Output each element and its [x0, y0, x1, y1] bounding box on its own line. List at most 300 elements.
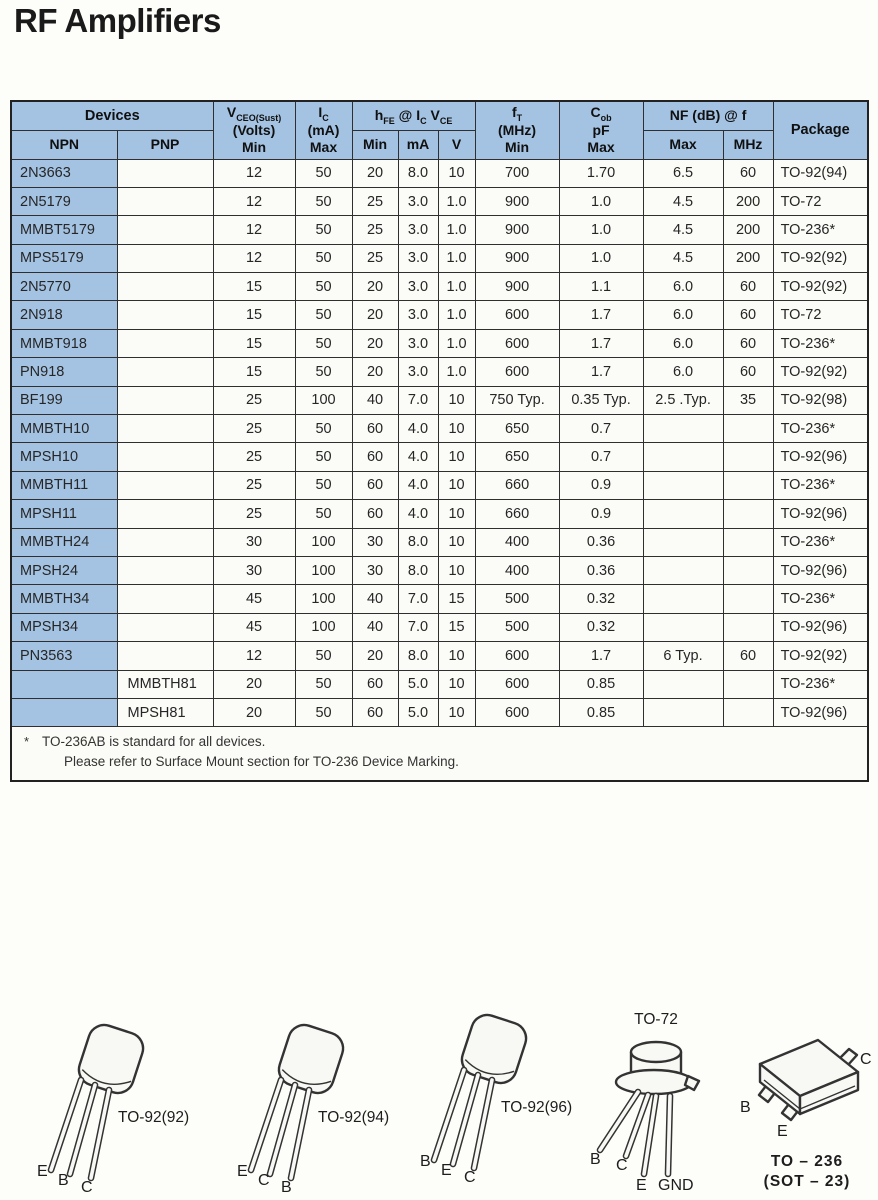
cell-ic: 50: [295, 500, 352, 528]
cell-vceo: 15: [213, 273, 295, 301]
cell-hfe-min: 20: [352, 358, 398, 386]
pin-label: C: [81, 1179, 93, 1196]
cell-pnp: [117, 187, 213, 215]
cell-hfe-v: 1.0: [438, 244, 475, 272]
cell-ft: 600: [475, 301, 559, 329]
cell-pnp: [117, 415, 213, 443]
table-row: [11, 216, 868, 244]
cell-ic: 100: [295, 386, 352, 414]
cell-vceo: 20: [213, 670, 295, 698]
cell-vceo: 15: [213, 358, 295, 386]
cell-cob: 1.7: [559, 642, 643, 670]
pin-label: B: [420, 1153, 431, 1170]
table-row: [11, 585, 868, 613]
cell-nf-max: [643, 585, 723, 613]
cell-ic: 100: [295, 528, 352, 556]
cell-hfe-v: 10: [438, 386, 475, 414]
to72-drawing: [588, 1008, 718, 1200]
ic-symbol: I: [318, 104, 323, 120]
cell-cob: 1.7: [559, 358, 643, 386]
cell-npn: MPSH34: [11, 613, 117, 641]
figure-to236: [722, 1032, 872, 1194]
to92-drawing: [25, 1022, 220, 1198]
cell-package: TO-92(92): [773, 642, 868, 670]
cell-nf-max: [643, 670, 723, 698]
cell-hfe-v: 10: [438, 642, 475, 670]
cell-cob: 0.36: [559, 528, 643, 556]
table-row: [11, 471, 868, 499]
cell-nf-max: 4.5: [643, 187, 723, 215]
pin-label: C: [464, 1169, 476, 1186]
cell-nf-max: 6 Typ.: [643, 642, 723, 670]
cell-nf-mhz: [723, 585, 773, 613]
cell-pnp: [117, 613, 213, 641]
cell-hfe-ma: 3.0: [398, 358, 438, 386]
cell-nf-max: [643, 443, 723, 471]
cell-package: TO-92(98): [773, 386, 868, 414]
cell-nf-mhz: [723, 698, 773, 726]
package-caption-line2: (SOT – 23): [763, 1173, 851, 1190]
cell-pnp: [117, 642, 213, 670]
cell-ic: 50: [295, 273, 352, 301]
cell-nf-mhz: 200: [723, 216, 773, 244]
cell-ft: 500: [475, 585, 559, 613]
cell-package: TO-236*: [773, 216, 868, 244]
cell-pnp: [117, 443, 213, 471]
cell-cob: 1.0: [559, 216, 643, 244]
cell-package: TO-92(92): [773, 244, 868, 272]
cell-hfe-v: 10: [438, 415, 475, 443]
table-row: [11, 698, 868, 726]
cell-cob: 0.85: [559, 698, 643, 726]
cell-nf-max: [643, 556, 723, 584]
cell-vceo: 20: [213, 698, 295, 726]
page-title: RF Amplifiers: [14, 2, 221, 39]
table-row: [11, 415, 868, 443]
header-npn: NPN: [11, 131, 117, 159]
cell-nf-mhz: [723, 500, 773, 528]
pin-label: B: [281, 1179, 292, 1196]
cell-nf-mhz: [723, 528, 773, 556]
cell-pnp: [117, 244, 213, 272]
cell-hfe-min: 40: [352, 386, 398, 414]
table-row: [11, 301, 868, 329]
cell-ft: 600: [475, 698, 559, 726]
cell-hfe-v: 10: [438, 443, 475, 471]
cell-hfe-v: 1.0: [438, 216, 475, 244]
cell-pnp: [117, 528, 213, 556]
cell-hfe-min: 25: [352, 244, 398, 272]
cell-nf-max: 6.0: [643, 358, 723, 386]
cell-hfe-v: 1.0: [438, 273, 475, 301]
cell-ft: 650: [475, 415, 559, 443]
to92-drawing: [408, 1012, 603, 1188]
cell-cob: 0.7: [559, 443, 643, 471]
cell-hfe-min: 25: [352, 216, 398, 244]
cell-ic: 50: [295, 642, 352, 670]
cell-hfe-ma: 7.0: [398, 613, 438, 641]
cell-nf-mhz: [723, 443, 773, 471]
cell-ic: 50: [295, 329, 352, 357]
cell-nf-max: [643, 500, 723, 528]
spec-table: [10, 100, 869, 782]
cell-hfe-min: 40: [352, 585, 398, 613]
cell-cob: 1.7: [559, 301, 643, 329]
footnote-cell: [11, 727, 868, 782]
cell-pnp: MPSH81: [117, 698, 213, 726]
cell-nf-mhz: [723, 471, 773, 499]
header-hfe-min: Min: [352, 131, 398, 159]
table-row: [11, 358, 868, 386]
cell-pnp: [117, 358, 213, 386]
cell-vceo: 25: [213, 471, 295, 499]
cell-package: TO-92(96): [773, 443, 868, 471]
cell-cob: 1.7: [559, 329, 643, 357]
cell-pnp: [117, 585, 213, 613]
table-row: [11, 187, 868, 215]
to92-drawing: [225, 1022, 420, 1198]
cell-hfe-v: 1.0: [438, 329, 475, 357]
table-row: [11, 500, 868, 528]
cell-cob: 0.32: [559, 613, 643, 641]
cell-ft: 600: [475, 329, 559, 357]
cell-nf-max: 4.5: [643, 244, 723, 272]
cell-ic: 50: [295, 187, 352, 215]
cell-vceo: 15: [213, 301, 295, 329]
cell-ic: 100: [295, 613, 352, 641]
cell-ic: 100: [295, 585, 352, 613]
cell-package: TO-72: [773, 301, 868, 329]
sot23-drawing: [722, 1032, 872, 1194]
cell-hfe-ma: 7.0: [398, 585, 438, 613]
vceo-symbol: V: [226, 104, 237, 120]
cell-pnp: [117, 500, 213, 528]
cell-hfe-v: 10: [438, 528, 475, 556]
table-row: [11, 273, 868, 301]
cell-cob: 0.9: [559, 471, 643, 499]
cell-cob: 0.32: [559, 585, 643, 613]
cell-npn: MPSH10: [11, 443, 117, 471]
cell-nf-mhz: 60: [723, 642, 773, 670]
cell-nf-max: [643, 698, 723, 726]
header-nf-mhz: MHz: [723, 131, 773, 159]
cell-ft: 600: [475, 642, 559, 670]
cell-nf-mhz: [723, 556, 773, 584]
package-label: TO-72: [634, 1011, 678, 1028]
cell-hfe-v: 15: [438, 613, 475, 641]
cell-pnp: MMBTH81: [117, 670, 213, 698]
table-row: [11, 670, 868, 698]
pin-label: GND: [658, 1177, 694, 1194]
cell-nf-mhz: 60: [723, 159, 773, 187]
cell-nf-mhz: 60: [723, 358, 773, 386]
cell-nf-max: [643, 528, 723, 556]
cell-npn: MPS5179: [11, 244, 117, 272]
cell-npn: MMBT918: [11, 329, 117, 357]
cell-package: TO-92(92): [773, 273, 868, 301]
cell-nf-mhz: 60: [723, 301, 773, 329]
table-row: [11, 386, 868, 414]
cell-nf-max: 2.5 .Typ.: [643, 386, 723, 414]
cell-package: TO-236*: [773, 585, 868, 613]
cell-npn: MPSH24: [11, 556, 117, 584]
cell-hfe-v: 1.0: [438, 358, 475, 386]
cell-hfe-min: 60: [352, 415, 398, 443]
cell-nf-mhz: 200: [723, 244, 773, 272]
cob-symbol: C: [590, 104, 601, 120]
pin-label: B: [590, 1151, 601, 1168]
cell-ft: 500: [475, 613, 559, 641]
pin-label: E: [237, 1163, 248, 1180]
cell-vceo: 25: [213, 386, 295, 414]
cell-hfe-ma: 4.0: [398, 500, 438, 528]
cell-ft: 900: [475, 244, 559, 272]
cell-cob: 0.35 Typ.: [559, 386, 643, 414]
cell-pnp: [117, 301, 213, 329]
pin-label: C: [258, 1172, 270, 1189]
cell-hfe-v: 10: [438, 159, 475, 187]
cell-ft: 400: [475, 528, 559, 556]
spec-table-body: [11, 159, 868, 727]
header-nf-max: Max: [643, 131, 723, 159]
pin-label: C: [616, 1157, 628, 1174]
cell-hfe-ma: 5.0: [398, 670, 438, 698]
cell-hfe-min: 25: [352, 187, 398, 215]
cell-hfe-min: 20: [352, 301, 398, 329]
cell-npn: BF199: [11, 386, 117, 414]
header-hfe: $h_{FE}$ @ $I_C$ $V_{CE}$: [352, 101, 475, 131]
cell-hfe-min: 40: [352, 613, 398, 641]
figure-to92-96: [408, 1012, 603, 1188]
cell-ft: 650: [475, 443, 559, 471]
cell-vceo: 12: [213, 159, 295, 187]
footnote-line-1: * TO-236AB is standard for all devices.: [24, 734, 266, 750]
cell-hfe-v: 15: [438, 585, 475, 613]
cell-vceo: 25: [213, 415, 295, 443]
cell-hfe-ma: 8.0: [398, 556, 438, 584]
package-label: TO-92(94): [318, 1109, 390, 1126]
cell-vceo: 12: [213, 187, 295, 215]
cell-npn: MPSH11: [11, 500, 117, 528]
cell-package: TO-236*: [773, 329, 868, 357]
cell-hfe-min: 60: [352, 500, 398, 528]
cell-hfe-min: 60: [352, 443, 398, 471]
cell-hfe-ma: 3.0: [398, 216, 438, 244]
table-row: [11, 329, 868, 357]
table-row: [11, 642, 868, 670]
cell-hfe-min: 60: [352, 471, 398, 499]
cell-nf-max: [643, 415, 723, 443]
cell-nf-mhz: 60: [723, 273, 773, 301]
cell-hfe-ma: 8.0: [398, 528, 438, 556]
cell-hfe-ma: 5.0: [398, 698, 438, 726]
cell-hfe-v: 10: [438, 556, 475, 584]
cell-pnp: [117, 386, 213, 414]
cell-ic: 50: [295, 358, 352, 386]
pin-label: B: [58, 1172, 69, 1189]
header-ft: $f_T$ (MHz) Min: [475, 101, 559, 159]
figure-to92-94: [225, 1022, 420, 1198]
cell-npn: MMBTH11: [11, 471, 117, 499]
cell-package: TO-236*: [773, 670, 868, 698]
cell-nf-max: 4.5: [643, 216, 723, 244]
cell-hfe-min: 20: [352, 329, 398, 357]
cell-nf-max: 6.0: [643, 329, 723, 357]
cell-pnp: [117, 329, 213, 357]
hfe-symbol: h: [374, 107, 384, 124]
cell-package: TO-72: [773, 187, 868, 215]
table-row: [11, 159, 868, 187]
cell-nf-mhz: 35: [723, 386, 773, 414]
cell-hfe-min: 60: [352, 670, 398, 698]
cell-npn: MMBTH10: [11, 415, 117, 443]
cell-npn: PN3563: [11, 642, 117, 670]
pin-label: E: [777, 1123, 788, 1140]
cell-npn: 2N5179: [11, 187, 117, 215]
cell-nf-mhz: 200: [723, 187, 773, 215]
cell-hfe-ma: 3.0: [398, 244, 438, 272]
cell-npn: [11, 698, 117, 726]
cell-ic: 100: [295, 556, 352, 584]
cell-package: TO-92(96): [773, 698, 868, 726]
table-row: [11, 613, 868, 641]
cell-npn: 2N3663: [11, 159, 117, 187]
table-row: [11, 528, 868, 556]
cell-hfe-ma: 4.0: [398, 443, 438, 471]
cell-cob: 1.0: [559, 244, 643, 272]
cell-ic: 50: [295, 301, 352, 329]
cell-cob: 1.0: [559, 187, 643, 215]
asterisk: *: [24, 734, 30, 750]
ft-symbol: f: [511, 104, 517, 120]
pin-label: E: [441, 1162, 452, 1179]
cell-package: TO-92(96): [773, 500, 868, 528]
cell-ft: 660: [475, 471, 559, 499]
cell-hfe-ma: 3.0: [398, 187, 438, 215]
cell-package: TO-236*: [773, 528, 868, 556]
cell-ic: 50: [295, 443, 352, 471]
cell-hfe-min: 20: [352, 159, 398, 187]
footnote-line-2: Please refer to Surface Mount section for TO-236 Device Marking.: [64, 754, 459, 770]
cell-hfe-ma: 4.0: [398, 471, 438, 499]
footnote-row: [11, 727, 868, 782]
cell-hfe-ma: 7.0: [398, 386, 438, 414]
header-nf: NF (dB) @ f: [643, 101, 773, 131]
cell-nf-max: 6.5: [643, 159, 723, 187]
cell-hfe-ma: 8.0: [398, 159, 438, 187]
table-row: [11, 443, 868, 471]
cell-vceo: 12: [213, 642, 295, 670]
pin-label: E: [37, 1163, 48, 1180]
cell-hfe-ma: 3.0: [398, 273, 438, 301]
cell-pnp: [117, 556, 213, 584]
header-ic: $I_C$ (mA) Max: [295, 101, 352, 159]
cell-cob: 1.70: [559, 159, 643, 187]
cell-nf-max: [643, 613, 723, 641]
cell-nf-mhz: [723, 613, 773, 641]
cell-package: TO-236*: [773, 471, 868, 499]
cell-ft: 660: [475, 500, 559, 528]
table-row: [11, 556, 868, 584]
cell-vceo: 45: [213, 613, 295, 641]
figure-to92-92: [25, 1022, 220, 1198]
cell-npn: MMBT5179: [11, 216, 117, 244]
cell-ft: 900: [475, 216, 559, 244]
cell-ic: 50: [295, 216, 352, 244]
cell-vceo: 12: [213, 244, 295, 272]
cell-ic: 50: [295, 244, 352, 272]
cell-hfe-v: 1.0: [438, 187, 475, 215]
cell-hfe-v: 1.0: [438, 301, 475, 329]
cell-nf-mhz: [723, 670, 773, 698]
cell-hfe-ma: 4.0: [398, 415, 438, 443]
cell-nf-max: [643, 471, 723, 499]
cell-ft: 600: [475, 358, 559, 386]
cell-npn: MMBTH34: [11, 585, 117, 613]
package-caption-line1: TO – 236: [770, 1153, 844, 1170]
cell-ic: 50: [295, 471, 352, 499]
cell-npn: 2N918: [11, 301, 117, 329]
cell-ft: 900: [475, 187, 559, 215]
cell-cob: 0.9: [559, 500, 643, 528]
pin-label: E: [636, 1177, 647, 1194]
cell-ft: 750 Typ.: [475, 386, 559, 414]
cell-package: TO-92(92): [773, 358, 868, 386]
cell-ic: 50: [295, 415, 352, 443]
header-pnp: PNP: [117, 131, 213, 159]
cell-hfe-v: 10: [438, 500, 475, 528]
cell-package: TO-92(96): [773, 556, 868, 584]
header-package: Package: [773, 101, 868, 159]
cell-hfe-ma: 8.0: [398, 642, 438, 670]
figure-to72: [588, 1008, 718, 1200]
package-label: TO-92(92): [118, 1109, 190, 1126]
cell-nf-max: 6.0: [643, 273, 723, 301]
cell-vceo: 45: [213, 585, 295, 613]
cell-ic: 50: [295, 670, 352, 698]
header-vceo: $V_{CEO(Sust)}$ (Volts) Min: [213, 101, 295, 159]
cell-cob: 0.36: [559, 556, 643, 584]
header-hfe-ma: mA: [398, 131, 438, 159]
cell-pnp: [117, 159, 213, 187]
pin-label: C: [860, 1051, 872, 1068]
cell-vceo: 30: [213, 528, 295, 556]
cell-package: TO-236*: [773, 415, 868, 443]
cell-ft: 900: [475, 273, 559, 301]
cell-hfe-min: 20: [352, 273, 398, 301]
cell-package: TO-92(94): [773, 159, 868, 187]
cell-cob: 0.85: [559, 670, 643, 698]
cell-vceo: 25: [213, 500, 295, 528]
cell-hfe-min: 60: [352, 698, 398, 726]
cell-hfe-ma: 3.0: [398, 329, 438, 357]
cell-ic: 50: [295, 159, 352, 187]
header-devices: Devices: [11, 101, 213, 131]
cell-ic: 50: [295, 698, 352, 726]
cell-npn: PN918: [11, 358, 117, 386]
cell-nf-mhz: 60: [723, 329, 773, 357]
cell-pnp: [117, 216, 213, 244]
cell-package: TO-92(96): [773, 613, 868, 641]
cell-vceo: 30: [213, 556, 295, 584]
cell-ft: 600: [475, 670, 559, 698]
cell-cob: 0.7: [559, 415, 643, 443]
pin-label: B: [740, 1099, 751, 1116]
header-hfe-v: V: [438, 131, 475, 159]
cell-pnp: [117, 273, 213, 301]
cell-hfe-v: 10: [438, 670, 475, 698]
cell-hfe-min: 30: [352, 528, 398, 556]
